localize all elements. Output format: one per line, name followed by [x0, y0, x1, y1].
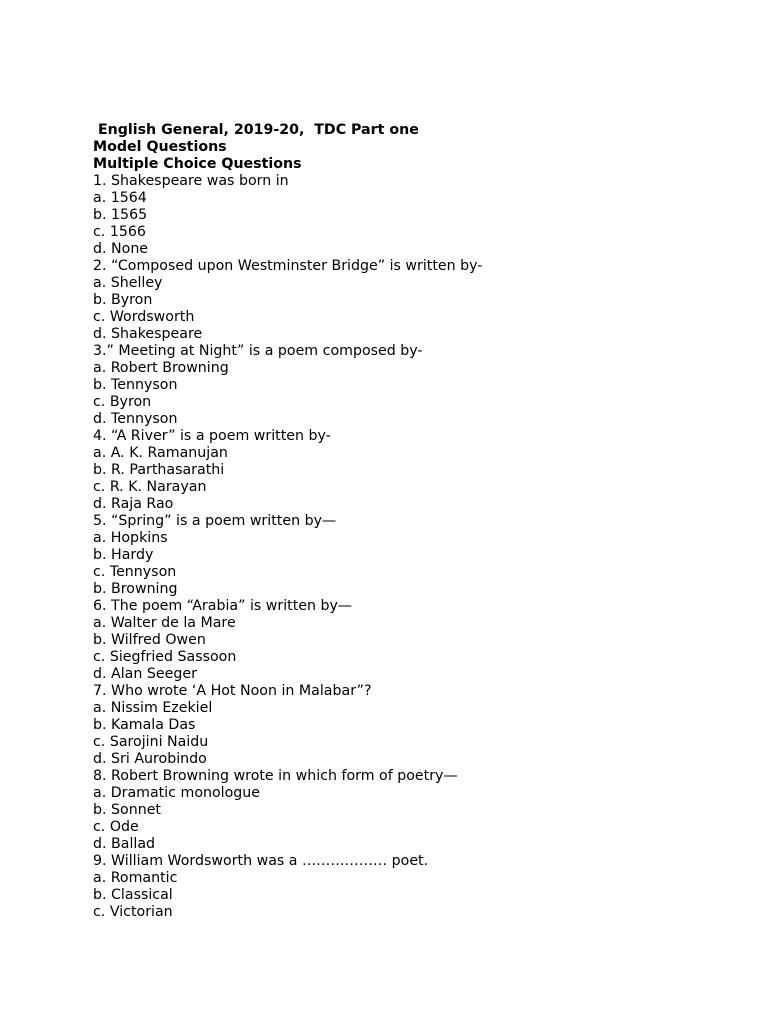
question-text: 8. Robert Browning wrote in which form of poetry—	[93, 768, 458, 784]
question-list	[93, 173, 713, 921]
answer-option: b. Tennyson	[93, 377, 178, 393]
question-text: 7. Who wrote ‘A Hot Noon in Malabar”?	[93, 683, 372, 699]
answer-option: b. Byron	[93, 292, 153, 308]
document-title: English General, 2019-20, TDC Part one	[93, 122, 419, 138]
question-text: 9. William Wordsworth was a ……………… poet.	[93, 853, 429, 869]
answer-option: b. Classical	[93, 887, 173, 903]
answer-option: d. Tennyson	[93, 411, 178, 427]
answer-option: b. R. Parthasarathi	[93, 462, 225, 478]
answer-option: b. Wilfred Owen	[93, 632, 206, 648]
answer-option: d. Ballad	[93, 836, 156, 852]
question-block	[93, 683, 713, 768]
answer-option: a. A. K. Ramanujan	[93, 445, 228, 461]
answer-option: b. Hardy	[93, 547, 154, 563]
document-content	[93, 122, 713, 921]
answer-option: d. Raja Rao	[93, 496, 174, 512]
answer-option: a. Dramatic monologue	[93, 785, 261, 801]
answer-option: b. Kamala Das	[93, 717, 196, 733]
answer-option: a. Robert Browning	[93, 360, 229, 376]
answer-option: d. None	[93, 241, 149, 257]
question-text: 3.” Meeting at Night” is a poem composed by-	[93, 343, 423, 359]
answer-option: a. 1564	[93, 190, 147, 206]
question-block	[93, 598, 713, 683]
answer-option: a. Shelley	[93, 275, 163, 291]
answer-option: b. Browning	[93, 581, 178, 597]
question-block	[93, 173, 713, 258]
answer-option: d. Alan Seeger	[93, 666, 197, 682]
document-subtitle: Model Questions	[93, 139, 227, 155]
answer-option: a. Nissim Ezekiel	[93, 700, 213, 716]
question-block	[93, 258, 713, 343]
question-block	[93, 428, 713, 513]
answer-option: b. 1565	[93, 207, 148, 223]
answer-option: d. Shakespeare	[93, 326, 203, 342]
question-block	[93, 343, 713, 428]
answer-option: c. Ode	[93, 819, 139, 835]
section-heading: Multiple Choice Questions	[93, 156, 302, 172]
answer-option: c. Wordsworth	[93, 309, 195, 325]
answer-option: b. Sonnet	[93, 802, 161, 818]
question-text: 2. “Composed upon Westminster Bridge” is written by-	[93, 258, 483, 274]
answer-option: c. Byron	[93, 394, 152, 410]
question-text: 1. Shakespeare was born in	[93, 173, 289, 189]
answer-option: a. Romantic	[93, 870, 178, 886]
answer-option: c. Tennyson	[93, 564, 177, 580]
question-text: 6. The poem “Arabia” is written by—	[93, 598, 353, 614]
answer-option: c. R. K. Narayan	[93, 479, 207, 495]
answer-option: c. Victorian	[93, 904, 173, 920]
question-block	[93, 853, 713, 921]
answer-option: a. Hopkins	[93, 530, 168, 546]
question-block	[93, 513, 713, 598]
answer-option: c. 1566	[93, 224, 146, 240]
question-block	[93, 768, 713, 853]
answer-option: c. Siegfried Sassoon	[93, 649, 237, 665]
answer-option: d. Sri Aurobindo	[93, 751, 207, 767]
answer-option: c. Sarojini Naidu	[93, 734, 209, 750]
question-text: 5. “Spring” is a poem written by—	[93, 513, 337, 529]
answer-option: a. Walter de la Mare	[93, 615, 236, 631]
question-text: 4. “A River” is a poem written by-	[93, 428, 331, 444]
